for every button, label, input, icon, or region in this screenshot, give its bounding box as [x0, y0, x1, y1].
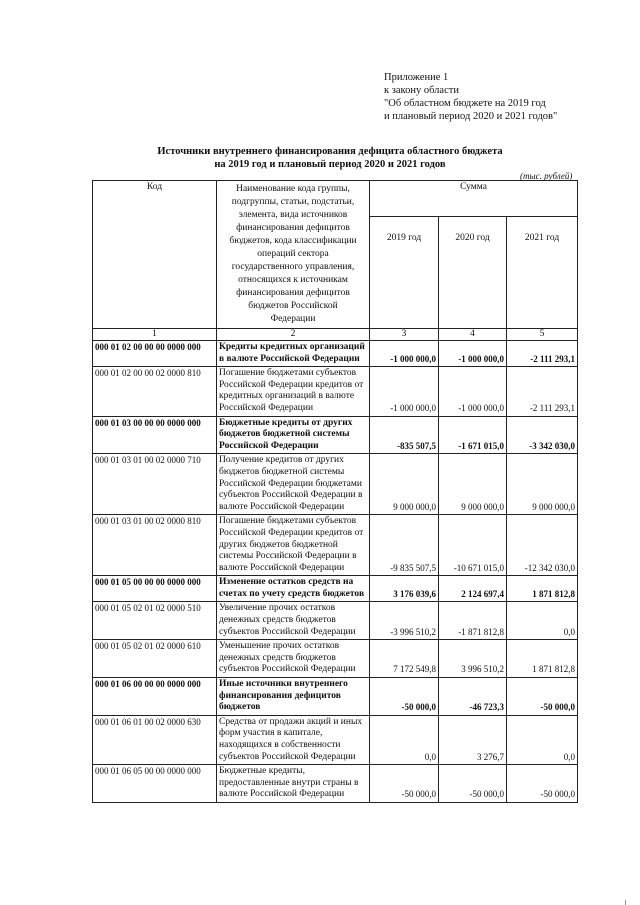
unit-note: (тыс. рублей) [520, 171, 573, 181]
row-value-2021: -3 342 030,0 [507, 416, 578, 454]
row-value-2021: -2 111 293,1 [507, 341, 578, 367]
row-value-2020: -1 000 000,0 [439, 367, 507, 416]
row-value-2019: -3 996 510,2 [370, 602, 439, 640]
row-code: 000 01 03 00 00 00 0000 000 [93, 416, 217, 454]
appendix-block [384, 71, 557, 123]
table-row [93, 715, 578, 764]
colnum-5: 5 [507, 329, 578, 341]
header-name: Наименование кода группы, подгруппы, статьи, подстатьи, элемента, вида источников финансирования дефицитов бюджетов, кода классификации операций сектора государственного управления, относящихся к источникам финансирования дефицитов бюджетов Российской Федерации [217, 181, 370, 329]
appendix-line-4: и плановый период 2020 и 2021 годов" [384, 111, 558, 122]
row-name: Иные источники внутреннего финансирования дефицитов бюджетов [217, 678, 370, 716]
table-row [93, 367, 578, 416]
row-value-2020: 3 276,7 [439, 715, 507, 764]
row-value-2020: -1 000 000,0 [439, 341, 507, 367]
row-value-2021: 1 871 812,8 [507, 576, 578, 602]
row-value-2020: 3 996 510,2 [439, 640, 507, 678]
row-code: 000 01 03 01 00 02 0000 810 [93, 515, 217, 576]
row-value-2020: -10 671 015,0 [439, 515, 507, 576]
appendix-line-2: к закону области [384, 85, 459, 96]
row-value-2020: -50 000,0 [439, 765, 507, 803]
row-value-2019: -50 000,0 [370, 678, 439, 716]
row-code: 000 01 05 02 01 02 0000 510 [93, 602, 217, 640]
row-value-2019: 9 000 000,0 [370, 454, 439, 515]
row-value-2021: -12 342 030,0 [507, 515, 578, 576]
row-code: 000 01 03 01 00 02 0000 710 [93, 454, 217, 515]
row-name: Погашение бюджетами субъектов Российской Федерации кредитов от кредитных организаций в валюте Российской Федерации [217, 367, 370, 416]
table-row [93, 602, 578, 640]
row-name: Бюджетные кредиты, предоставленные внутри страны в валюте Российской Федерации [217, 765, 370, 803]
colnum-2: 2 [217, 329, 370, 341]
column-number-row [93, 329, 578, 341]
row-value-2020: 9 000 000,0 [439, 454, 507, 515]
row-name: Кредиты кредитных организаций в валюте Российской Федерации [217, 341, 370, 367]
header-2019: 2019 год [370, 216, 439, 328]
title-line-1: Источники внутреннего финансирования дефицита областного бюджета [157, 146, 503, 157]
row-value-2019: 3 176 039,6 [370, 576, 439, 602]
header-2021: 2021 год [507, 216, 578, 328]
colnum-4: 4 [439, 329, 507, 341]
row-value-2021: -50 000,0 [507, 765, 578, 803]
row-name: Средства от продажи акций и иных форм участия в капитале, находящихся в собственности субъектов Российской Федерации [217, 715, 370, 764]
row-value-2020: 2 124 697,4 [439, 576, 507, 602]
row-value-2021: 0,0 [507, 715, 578, 764]
colnum-3: 3 [370, 329, 439, 341]
table-row [93, 416, 578, 454]
appendix-line-3: "Об областном бюджете на 2019 год [384, 98, 546, 109]
colnum-1: 1 [93, 329, 217, 341]
title-line-2: на 2019 год и плановый период 2020 и 2021 годов [214, 159, 446, 170]
row-value-2019: -1 000 000,0 [370, 367, 439, 416]
row-value-2020: -1 871 812,8 [439, 602, 507, 640]
table-row [93, 640, 578, 678]
row-value-2021: 9 000 000,0 [507, 454, 578, 515]
row-value-2021: 0,0 [507, 602, 578, 640]
financing-table [92, 180, 578, 803]
header-code: Код [93, 181, 217, 329]
row-code: 000 01 06 05 00 00 0000 000 [93, 765, 217, 803]
row-name: Получение кредитов от других бюджетов бюджетной системы Российской Федерации бюджетами субъектов Российской Федерации в валюте Российской Федерации [217, 454, 370, 515]
table-row [93, 678, 578, 716]
document-title [80, 145, 580, 171]
row-value-2020: -46 723,3 [439, 678, 507, 716]
page-edge-mark [625, 900, 626, 905]
row-name: Изменение остатков средств на счетах по учету средств бюджетов [217, 576, 370, 602]
row-value-2019: -9 835 507,5 [370, 515, 439, 576]
row-name: Увеличение прочих остатков денежных средств бюджетов субъектов Российской Федерации [217, 602, 370, 640]
row-name: Бюджетные кредиты от других бюджетов бюджетной системы Российской Федерации [217, 416, 370, 454]
row-value-2020: -1 671 015,0 [439, 416, 507, 454]
table-row [93, 454, 578, 515]
row-value-2019: -1 000 000,0 [370, 341, 439, 367]
table-row [93, 341, 578, 367]
row-value-2021: 1 871 812,8 [507, 640, 578, 678]
row-code: 000 01 02 00 00 00 0000 000 [93, 341, 217, 367]
row-code: 000 01 06 01 00 02 0000 630 [93, 715, 217, 764]
header-sum: Сумма [370, 181, 578, 217]
row-value-2019: -835 507,5 [370, 416, 439, 454]
row-name: Погашение бюджетами субъектов Российской Федерации кредитов от других бюджетов бюджетной системы Российской Федерации в валюте Российской Федерации [217, 515, 370, 576]
row-value-2019: 0,0 [370, 715, 439, 764]
row-value-2021: -50 000,0 [507, 678, 578, 716]
row-name: Уменьшение прочих остатков денежных средств бюджетов субъектов Российской Федерации [217, 640, 370, 678]
row-code: 000 01 05 00 00 00 0000 000 [93, 576, 217, 602]
table-row [93, 765, 578, 803]
table-row [93, 515, 578, 576]
header-2020: 2020 год [439, 216, 507, 328]
row-code: 000 01 06 00 00 00 0000 000 [93, 678, 217, 716]
appendix-line-1: Приложение 1 [384, 72, 449, 83]
row-value-2019: -50 000,0 [370, 765, 439, 803]
table-row [93, 576, 578, 602]
row-code: 000 01 05 02 01 02 0000 610 [93, 640, 217, 678]
row-value-2019: 7 172 549,8 [370, 640, 439, 678]
row-code: 000 01 02 00 00 02 0000 810 [93, 367, 217, 416]
row-value-2021: -2 111 293,1 [507, 367, 578, 416]
